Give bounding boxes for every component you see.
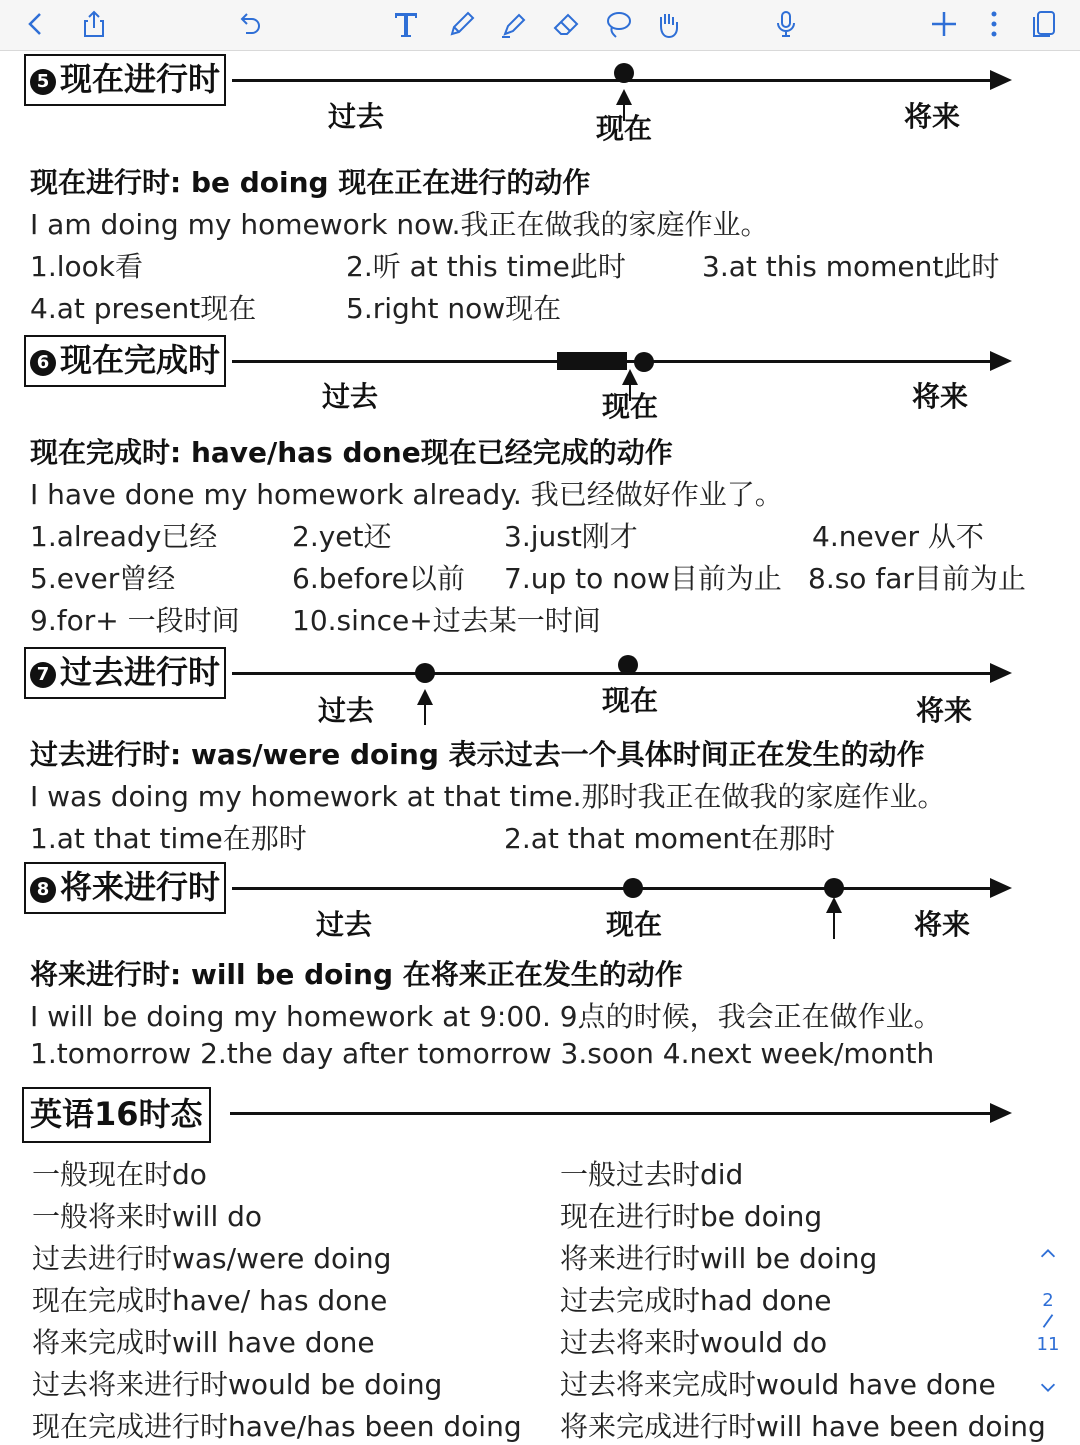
- label-now: 现在: [602, 684, 659, 717]
- tenses-arrowhead: [990, 1103, 1012, 1123]
- toolbar: [0, 0, 1080, 51]
- tenses-axis: [230, 1112, 996, 1115]
- timeline-axis: [232, 672, 996, 675]
- section-number: 7: [30, 662, 56, 688]
- example-sentence: I was doing my homework at that time.那时我正在做我的家庭作业。: [30, 780, 946, 813]
- add-icon[interactable]: [922, 4, 966, 44]
- label-future: 将来: [916, 694, 973, 727]
- section-7-title-box: [24, 647, 226, 699]
- tense-item: 过去进行时was/were doing: [32, 1242, 392, 1275]
- keyword: 10.since+过去某一时间: [292, 604, 601, 637]
- keyword: 6.before以前: [292, 562, 465, 595]
- pages-icon[interactable]: [1022, 4, 1066, 44]
- label-past: 过去: [318, 694, 375, 727]
- pen-icon[interactable]: [440, 4, 484, 44]
- tense-item: 现在进行时be doing: [560, 1200, 823, 1233]
- page-down-icon[interactable]: [1032, 1376, 1064, 1400]
- timeline-arrowhead: [990, 351, 1012, 371]
- keyword: 2.at that moment在那时: [504, 822, 836, 855]
- section-title: 将来进行时: [60, 868, 221, 906]
- tense-item: 现在完成进行时have/has been doing: [32, 1410, 522, 1443]
- keyword: 3.at this moment此时: [702, 250, 1000, 283]
- section-number: 6: [30, 350, 56, 376]
- lasso-icon[interactable]: [596, 4, 640, 44]
- tense-item: 一般将来时will do: [32, 1200, 263, 1233]
- timeline-point-future: [824, 878, 844, 898]
- label-past: 过去: [328, 100, 385, 133]
- note-page: [0, 51, 1080, 1443]
- label-past: 过去: [316, 908, 373, 941]
- keyword: 2.yet还: [292, 520, 392, 553]
- section-5-title-box: [24, 54, 226, 106]
- label-past: 过去: [322, 380, 379, 413]
- label-now: 现在: [596, 112, 653, 145]
- keyword: 1.tomorrow 2.the day after tomorrow 3.soon 4.next week/month: [30, 1037, 935, 1070]
- keyword: 5.right now现在: [346, 292, 562, 325]
- section-heading: 将来进行时: will be doing 在将来正在发生的动作: [30, 958, 683, 991]
- tenses-title-box: [22, 1087, 211, 1143]
- timeline-arrowhead: [990, 663, 1012, 683]
- tenses-title: 英语16时态: [30, 1095, 203, 1133]
- tense-item: 将来进行时will be doing: [560, 1242, 878, 1275]
- timeline-arrowhead: [990, 878, 1012, 898]
- keyword: 1.look看: [30, 250, 143, 283]
- tense-item: 将来完成进行时will have been doing: [560, 1410, 1046, 1443]
- microphone-icon[interactable]: [764, 4, 808, 44]
- keyword: 5.ever曾经: [30, 562, 176, 595]
- timeline-marker-stem: [833, 909, 835, 939]
- section-title: 现在完成时: [60, 341, 221, 379]
- timeline-axis: [232, 79, 996, 82]
- tense-item: 将来完成时will have done: [32, 1326, 375, 1359]
- tense-item: 现在完成时have/ has done: [32, 1284, 388, 1317]
- label-now: 现在: [606, 908, 663, 941]
- example-sentence: I have done my homework already. 我已经做好作业了。: [30, 478, 783, 511]
- text-tool-icon[interactable]: [384, 4, 428, 44]
- keyword: 9.for+ 一段时间: [30, 604, 240, 637]
- tense-item: 过去将来完成时would have done: [560, 1368, 996, 1401]
- timeline-arrowhead: [990, 70, 1012, 90]
- timeline-point-now: [614, 63, 634, 83]
- highlighter-icon[interactable]: [492, 4, 536, 44]
- section-8-title-box: [24, 862, 226, 914]
- tense-item: 过去完成时had done: [560, 1284, 832, 1317]
- section-number: 8: [30, 877, 56, 903]
- back-chevron-icon[interactable]: [14, 4, 58, 44]
- timeline-point-now: [623, 878, 643, 898]
- tense-item: 一般过去时did: [560, 1158, 744, 1191]
- share-icon[interactable]: [72, 4, 116, 44]
- hand-icon[interactable]: [646, 4, 690, 44]
- keyword: 2.听 at this time此时: [346, 250, 626, 283]
- timeline-duration-bar: [557, 352, 627, 370]
- keyword: 3.just刚才: [504, 520, 638, 553]
- timeline-point-now: [618, 655, 638, 675]
- keyword: 1.at that time在那时: [30, 822, 307, 855]
- page-up-icon[interactable]: [1032, 1243, 1064, 1267]
- label-future: 将来: [912, 380, 969, 413]
- section-heading: 现在进行时: be doing 现在正在进行的动作: [30, 166, 591, 199]
- eraser-icon[interactable]: [544, 4, 588, 44]
- example-sentence: I will be doing my homework at 9:00. 9点的时候，我会正在做作业。: [30, 1000, 942, 1033]
- label-future: 将来: [904, 100, 961, 133]
- keyword: 4.at present现在: [30, 292, 257, 325]
- more-icon[interactable]: [972, 4, 1016, 44]
- timeline-marker-stem: [424, 701, 426, 725]
- example-sentence: I am doing my homework now.我正在做我的家庭作业。: [30, 208, 769, 241]
- label-now: 现在: [602, 390, 659, 423]
- keyword: 4.never 从不: [812, 520, 984, 553]
- keyword: 8.so far目前为止: [808, 562, 1026, 595]
- tense-item: 过去将来时would do: [560, 1326, 828, 1359]
- section-number: 5: [30, 69, 56, 95]
- keyword: 7.up to now目前为止: [504, 562, 782, 595]
- section-6-title-box: [24, 335, 226, 387]
- timeline-axis: [232, 887, 996, 890]
- timeline-point-past: [415, 663, 435, 683]
- section-heading: 现在完成时: have/has done现在已经完成的动作: [30, 436, 673, 469]
- undo-icon[interactable]: [228, 4, 272, 44]
- tense-item: 一般现在时do: [32, 1158, 207, 1191]
- page-total: 11: [1036, 1334, 1060, 1355]
- tense-item: 过去将来进行时would be doing: [32, 1368, 443, 1401]
- page-separator-icon: [1032, 1312, 1064, 1332]
- label-future: 将来: [914, 908, 971, 941]
- section-title: 过去进行时: [60, 653, 221, 691]
- section-title: 现在进行时: [60, 60, 221, 98]
- keyword: 1.already已经: [30, 520, 218, 553]
- page-current: 2: [1042, 1290, 1054, 1311]
- section-heading: 过去进行时: was/were doing 表示过去一个具体时间正在发生的动作: [30, 738, 925, 771]
